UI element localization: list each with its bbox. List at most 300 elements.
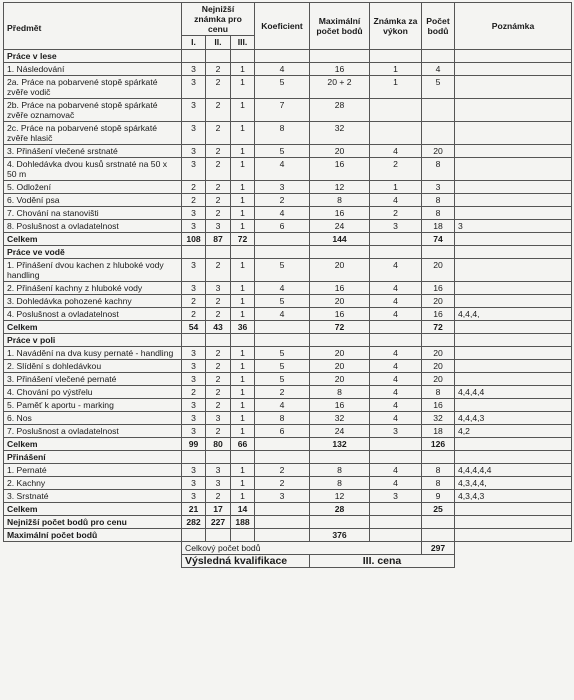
grade-3-cell: 1 bbox=[231, 194, 255, 207]
points-cell: 4 bbox=[422, 63, 455, 76]
total-points-label: Celkový počet bodů bbox=[182, 542, 422, 555]
grade-1-cell: 3 bbox=[182, 373, 206, 386]
grade-2-cell: 2 bbox=[206, 181, 231, 194]
grade-2-cell: 2 bbox=[206, 122, 231, 145]
row-label: 2a. Práce na pobarvené stopě spárkaté zvěře vodič bbox=[4, 76, 182, 99]
table-row bbox=[4, 490, 572, 503]
grade-1-cell: 54 bbox=[182, 321, 206, 334]
grade-1-cell: 3 bbox=[182, 464, 206, 477]
section-title: Práce v poli bbox=[4, 334, 182, 347]
points-cell bbox=[422, 122, 455, 145]
header-grade-3: III. bbox=[231, 36, 255, 50]
grade-3-cell: 1 bbox=[231, 207, 255, 220]
min-points-row bbox=[4, 516, 572, 529]
performance-grade-cell bbox=[370, 438, 422, 451]
empty-cell bbox=[370, 451, 422, 464]
coefficient-cell: 2 bbox=[255, 194, 310, 207]
max-points-cell: 144 bbox=[310, 233, 370, 246]
points-cell: 9 bbox=[422, 490, 455, 503]
grade-1-cell: 3 bbox=[182, 63, 206, 76]
note-cell bbox=[455, 76, 572, 99]
grade-1-cell: 3 bbox=[182, 76, 206, 99]
table-row bbox=[4, 207, 572, 220]
header-coefficient: Koeficient bbox=[255, 3, 310, 50]
performance-grade-cell: 3 bbox=[370, 425, 422, 438]
empty-cell bbox=[310, 516, 370, 529]
empty-cell bbox=[370, 516, 422, 529]
grade-1-cell: 3 bbox=[182, 220, 206, 233]
coefficient-cell bbox=[255, 438, 310, 451]
performance-grade-cell: 1 bbox=[370, 76, 422, 99]
grade-1-cell: 108 bbox=[182, 233, 206, 246]
blank-cell bbox=[455, 555, 572, 568]
performance-grade-cell: 4 bbox=[370, 360, 422, 373]
empty-cell bbox=[206, 246, 231, 259]
grade-3-cell: 1 bbox=[231, 386, 255, 399]
points-cell: 20 bbox=[422, 295, 455, 308]
coefficient-cell: 2 bbox=[255, 477, 310, 490]
result-row bbox=[4, 555, 572, 568]
points-cell: 74 bbox=[422, 233, 455, 246]
empty-cell bbox=[370, 246, 422, 259]
max-points-cell: 8 bbox=[310, 194, 370, 207]
points-cell: 8 bbox=[422, 386, 455, 399]
max-points-cell: 20 bbox=[310, 373, 370, 386]
grade-1-cell: 3 bbox=[182, 207, 206, 220]
grade-3-cell: 1 bbox=[231, 122, 255, 145]
performance-grade-cell: 1 bbox=[370, 63, 422, 76]
points-cell: 20 bbox=[422, 373, 455, 386]
performance-grade-cell: 4 bbox=[370, 477, 422, 490]
row-label: 2. Slídění s dohledávkou bbox=[4, 360, 182, 373]
min-points-g1: 282 bbox=[182, 516, 206, 529]
grade-1-cell: 21 bbox=[182, 503, 206, 516]
grade-2-cell: 2 bbox=[206, 347, 231, 360]
performance-grade-cell: 3 bbox=[370, 220, 422, 233]
header-grade-performance: Známka za výkon bbox=[370, 3, 422, 50]
max-points-cell: 8 bbox=[310, 464, 370, 477]
table-row bbox=[4, 425, 572, 438]
grade-1-cell: 3 bbox=[182, 477, 206, 490]
section-row bbox=[4, 451, 572, 464]
grade-2-cell: 3 bbox=[206, 282, 231, 295]
max-points-cell: 28 bbox=[310, 503, 370, 516]
table-row bbox=[4, 373, 572, 386]
table-row bbox=[4, 63, 572, 76]
grade-2-cell: 80 bbox=[206, 438, 231, 451]
note-cell: 4,2 bbox=[455, 425, 572, 438]
row-label: Celkem bbox=[4, 321, 182, 334]
grade-2-cell: 2 bbox=[206, 63, 231, 76]
grade-3-cell: 1 bbox=[231, 412, 255, 425]
row-label: 1. Přinášení dvou kachen z hluboké vody handling bbox=[4, 259, 182, 282]
total-row bbox=[4, 233, 572, 246]
max-points-cell: 132 bbox=[310, 438, 370, 451]
max-points-cell: 28 bbox=[310, 99, 370, 122]
row-label: 8. Poslušnost a ovladatelnost bbox=[4, 220, 182, 233]
table-row bbox=[4, 308, 572, 321]
grade-1-cell: 2 bbox=[182, 295, 206, 308]
max-points-cell: 12 bbox=[310, 181, 370, 194]
header-points: Počet bodů bbox=[422, 3, 455, 50]
max-points-cell: 20 bbox=[310, 295, 370, 308]
row-label: 1. Následování bbox=[4, 63, 182, 76]
points-cell: 72 bbox=[422, 321, 455, 334]
grade-1-cell: 3 bbox=[182, 282, 206, 295]
grade-2-cell: 87 bbox=[206, 233, 231, 246]
grade-3-cell: 1 bbox=[231, 490, 255, 503]
max-points-cell: 20 bbox=[310, 145, 370, 158]
blank-cell bbox=[4, 555, 182, 568]
max-points-cell: 16 bbox=[310, 63, 370, 76]
row-label: Celkem bbox=[4, 233, 182, 246]
grade-3-cell: 1 bbox=[231, 99, 255, 122]
grade-2-cell: 3 bbox=[206, 477, 231, 490]
grade-3-cell: 1 bbox=[231, 282, 255, 295]
total-row bbox=[4, 503, 572, 516]
performance-grade-cell: 4 bbox=[370, 464, 422, 477]
empty-cell bbox=[231, 50, 255, 63]
performance-grade-cell bbox=[370, 233, 422, 246]
empty-cell bbox=[310, 334, 370, 347]
coefficient-cell: 6 bbox=[255, 220, 310, 233]
row-label: 7. Poslušnost a ovladatelnost bbox=[4, 425, 182, 438]
coefficient-cell bbox=[255, 233, 310, 246]
row-label: 6. Nos bbox=[4, 412, 182, 425]
note-cell: 4,4,4, bbox=[455, 308, 572, 321]
grade-1-cell: 3 bbox=[182, 99, 206, 122]
points-cell: 8 bbox=[422, 194, 455, 207]
grade-2-cell: 3 bbox=[206, 220, 231, 233]
grade-2-cell: 2 bbox=[206, 259, 231, 282]
table-row bbox=[4, 282, 572, 295]
points-cell: 16 bbox=[422, 399, 455, 412]
table-row bbox=[4, 412, 572, 425]
note-cell bbox=[455, 282, 572, 295]
empty-cell bbox=[255, 334, 310, 347]
points-cell: 126 bbox=[422, 438, 455, 451]
points-cell bbox=[422, 99, 455, 122]
grade-3-cell: 72 bbox=[231, 233, 255, 246]
note-cell bbox=[455, 122, 572, 145]
grade-3-cell: 1 bbox=[231, 145, 255, 158]
points-cell: 3 bbox=[422, 181, 455, 194]
max-points-row bbox=[4, 529, 572, 542]
points-cell: 5 bbox=[422, 76, 455, 99]
empty-cell bbox=[182, 334, 206, 347]
coefficient-cell: 7 bbox=[255, 99, 310, 122]
performance-grade-cell: 4 bbox=[370, 373, 422, 386]
table-row bbox=[4, 347, 572, 360]
row-label: 4. Chování po výstřelu bbox=[4, 386, 182, 399]
total-points-row bbox=[4, 542, 572, 555]
performance-grade-cell: 4 bbox=[370, 282, 422, 295]
coefficient-cell bbox=[255, 503, 310, 516]
coefficient-cell: 4 bbox=[255, 399, 310, 412]
grade-1-cell: 3 bbox=[182, 347, 206, 360]
performance-grade-cell: 4 bbox=[370, 259, 422, 282]
empty-cell bbox=[255, 50, 310, 63]
grade-3-cell: 66 bbox=[231, 438, 255, 451]
empty-cell bbox=[455, 334, 572, 347]
grade-1-cell: 2 bbox=[182, 308, 206, 321]
grade-3-cell: 1 bbox=[231, 360, 255, 373]
grade-3-cell: 1 bbox=[231, 425, 255, 438]
grade-1-cell: 3 bbox=[182, 412, 206, 425]
empty-cell bbox=[255, 516, 310, 529]
coefficient-cell: 5 bbox=[255, 295, 310, 308]
performance-grade-cell: 4 bbox=[370, 308, 422, 321]
empty-cell bbox=[455, 516, 572, 529]
section-row bbox=[4, 50, 572, 63]
empty-cell bbox=[182, 529, 206, 542]
empty-cell bbox=[182, 451, 206, 464]
empty-cell bbox=[455, 246, 572, 259]
grade-2-cell: 2 bbox=[206, 308, 231, 321]
table-row bbox=[4, 220, 572, 233]
row-label: 7. Chování na stanovišti bbox=[4, 207, 182, 220]
grade-1-cell: 3 bbox=[182, 425, 206, 438]
empty-cell bbox=[182, 50, 206, 63]
row-label: 2. Přinášení kachny z hluboké vody bbox=[4, 282, 182, 295]
note-cell: 4,3,4,4, bbox=[455, 477, 572, 490]
note-cell bbox=[455, 181, 572, 194]
row-label: Celkem bbox=[4, 438, 182, 451]
note-cell bbox=[455, 360, 572, 373]
section-title: Práce ve vodě bbox=[4, 246, 182, 259]
coefficient-cell: 4 bbox=[255, 207, 310, 220]
points-cell: 20 bbox=[422, 347, 455, 360]
coefficient-cell: 5 bbox=[255, 145, 310, 158]
row-label: 4. Poslušnost a ovladatelnost bbox=[4, 308, 182, 321]
note-cell: 3 bbox=[455, 220, 572, 233]
table-row bbox=[4, 158, 572, 181]
max-points-cell: 12 bbox=[310, 490, 370, 503]
row-label: 2c. Práce na pobarvené stopě spárkaté zvěře hlasič bbox=[4, 122, 182, 145]
performance-grade-cell: 4 bbox=[370, 145, 422, 158]
empty-cell bbox=[310, 246, 370, 259]
max-points-cell: 16 bbox=[310, 158, 370, 181]
points-cell: 8 bbox=[422, 464, 455, 477]
max-points-cell: 20 bbox=[310, 259, 370, 282]
performance-grade-cell: 2 bbox=[370, 207, 422, 220]
note-cell: 4,4,4,4,4 bbox=[455, 464, 572, 477]
empty-cell bbox=[422, 246, 455, 259]
points-cell: 8 bbox=[422, 158, 455, 181]
max-points-cell: 16 bbox=[310, 207, 370, 220]
performance-grade-cell: 4 bbox=[370, 386, 422, 399]
empty-cell bbox=[455, 50, 572, 63]
max-points-cell: 24 bbox=[310, 220, 370, 233]
max-points-cell: 24 bbox=[310, 425, 370, 438]
table-row bbox=[4, 76, 572, 99]
grade-2-cell: 3 bbox=[206, 464, 231, 477]
grade-1-cell: 3 bbox=[182, 399, 206, 412]
empty-cell bbox=[422, 529, 455, 542]
grade-2-cell: 2 bbox=[206, 295, 231, 308]
empty-cell bbox=[231, 451, 255, 464]
max-points-value: 376 bbox=[310, 529, 370, 542]
row-label: 4. Dohledávka dvou kusů srstnaté na 50 x 50 m bbox=[4, 158, 182, 181]
min-points-label: Nejnižší počet bodů pro cenu bbox=[4, 516, 182, 529]
empty-cell bbox=[255, 529, 310, 542]
grade-2-cell: 2 bbox=[206, 386, 231, 399]
grade-3-cell: 1 bbox=[231, 464, 255, 477]
row-label: 5. Paměť k aportu - marking bbox=[4, 399, 182, 412]
min-points-g3: 188 bbox=[231, 516, 255, 529]
performance-grade-cell: 4 bbox=[370, 412, 422, 425]
max-points-cell: 16 bbox=[310, 282, 370, 295]
section-title: Práce v lese bbox=[4, 50, 182, 63]
empty-cell bbox=[206, 334, 231, 347]
points-cell: 8 bbox=[422, 477, 455, 490]
performance-grade-cell: 1 bbox=[370, 181, 422, 194]
note-cell bbox=[455, 99, 572, 122]
grade-2-cell: 17 bbox=[206, 503, 231, 516]
empty-cell bbox=[455, 451, 572, 464]
grade-2-cell: 2 bbox=[206, 490, 231, 503]
row-label: 2b. Práce na pobarvené stopě spárkaté zvěře oznamovač bbox=[4, 99, 182, 122]
max-points-cell: 20 bbox=[310, 360, 370, 373]
header-min-grade: Nejnižší známka pro cenu bbox=[182, 3, 255, 36]
performance-grade-cell bbox=[370, 122, 422, 145]
grade-2-cell: 2 bbox=[206, 360, 231, 373]
row-label: 2. Kachny bbox=[4, 477, 182, 490]
empty-cell bbox=[422, 334, 455, 347]
total-points-value: 297 bbox=[422, 542, 455, 555]
empty-cell bbox=[310, 451, 370, 464]
empty-cell bbox=[206, 451, 231, 464]
table-row bbox=[4, 295, 572, 308]
max-points-cell: 32 bbox=[310, 122, 370, 145]
note-cell bbox=[455, 194, 572, 207]
empty-cell bbox=[310, 50, 370, 63]
grade-1-cell: 2 bbox=[182, 194, 206, 207]
score-table bbox=[3, 2, 572, 568]
coefficient-cell: 4 bbox=[255, 282, 310, 295]
grade-2-cell: 43 bbox=[206, 321, 231, 334]
max-points-cell: 8 bbox=[310, 477, 370, 490]
max-points-cell: 72 bbox=[310, 321, 370, 334]
empty-cell bbox=[370, 529, 422, 542]
grade-2-cell: 2 bbox=[206, 373, 231, 386]
grade-2-cell: 2 bbox=[206, 76, 231, 99]
points-cell: 18 bbox=[422, 425, 455, 438]
note-cell bbox=[455, 63, 572, 76]
row-label: 3. Přinášení vlečené pernaté bbox=[4, 373, 182, 386]
grade-3-cell: 14 bbox=[231, 503, 255, 516]
note-cell bbox=[455, 347, 572, 360]
coefficient-cell: 4 bbox=[255, 158, 310, 181]
grade-3-cell: 1 bbox=[231, 347, 255, 360]
empty-cell bbox=[231, 334, 255, 347]
grade-3-cell: 1 bbox=[231, 308, 255, 321]
grade-2-cell: 2 bbox=[206, 99, 231, 122]
section-row bbox=[4, 246, 572, 259]
empty-cell bbox=[422, 516, 455, 529]
performance-grade-cell bbox=[370, 321, 422, 334]
max-points-cell: 20 + 2 bbox=[310, 76, 370, 99]
note-cell bbox=[455, 207, 572, 220]
grade-3-cell: 1 bbox=[231, 220, 255, 233]
coefficient-cell: 4 bbox=[255, 308, 310, 321]
performance-grade-cell: 4 bbox=[370, 347, 422, 360]
grade-2-cell: 2 bbox=[206, 145, 231, 158]
table-row bbox=[4, 99, 572, 122]
empty-cell bbox=[422, 50, 455, 63]
blank-cell bbox=[4, 542, 182, 555]
note-cell bbox=[455, 145, 572, 158]
header-row bbox=[4, 3, 572, 36]
grade-3-cell: 1 bbox=[231, 295, 255, 308]
coefficient-cell: 5 bbox=[255, 373, 310, 386]
table-row bbox=[4, 360, 572, 373]
empty-cell bbox=[206, 529, 231, 542]
grade-2-cell: 2 bbox=[206, 207, 231, 220]
row-label: 1. Navádění na dva kusy pernaté - handling bbox=[4, 347, 182, 360]
performance-grade-cell bbox=[370, 99, 422, 122]
grade-3-cell: 1 bbox=[231, 158, 255, 181]
max-points-cell: 16 bbox=[310, 399, 370, 412]
grade-2-cell: 2 bbox=[206, 425, 231, 438]
empty-cell bbox=[370, 334, 422, 347]
grade-1-cell: 3 bbox=[182, 490, 206, 503]
note-cell bbox=[455, 158, 572, 181]
grade-1-cell: 3 bbox=[182, 145, 206, 158]
result-label: Výsledná kvalifikace bbox=[182, 555, 310, 568]
points-cell: 20 bbox=[422, 145, 455, 158]
points-cell: 18 bbox=[422, 220, 455, 233]
coefficient-cell: 5 bbox=[255, 347, 310, 360]
coefficient-cell: 5 bbox=[255, 259, 310, 282]
performance-grade-cell: 2 bbox=[370, 158, 422, 181]
grade-3-cell: 36 bbox=[231, 321, 255, 334]
empty-cell bbox=[370, 50, 422, 63]
empty-cell bbox=[231, 529, 255, 542]
note-cell: 4,3,4,3 bbox=[455, 490, 572, 503]
table-row bbox=[4, 145, 572, 158]
row-label: Celkem bbox=[4, 503, 182, 516]
table-row bbox=[4, 259, 572, 282]
empty-cell bbox=[182, 246, 206, 259]
grade-2-cell: 2 bbox=[206, 194, 231, 207]
grade-1-cell: 2 bbox=[182, 181, 206, 194]
grade-1-cell: 3 bbox=[182, 122, 206, 145]
section-title: Přinášení bbox=[4, 451, 182, 464]
table-row bbox=[4, 386, 572, 399]
empty-cell bbox=[255, 451, 310, 464]
row-label: 3. Dohledávka pohozené kachny bbox=[4, 295, 182, 308]
min-points-g2: 227 bbox=[206, 516, 231, 529]
coefficient-cell: 2 bbox=[255, 464, 310, 477]
table-row bbox=[4, 122, 572, 145]
row-label: 3. Srstnaté bbox=[4, 490, 182, 503]
header-predmet: Předmět bbox=[4, 3, 182, 50]
note-cell bbox=[455, 295, 572, 308]
note-cell: 4,4,4,4 bbox=[455, 386, 572, 399]
table-row bbox=[4, 464, 572, 477]
blank-cell bbox=[455, 542, 572, 555]
grade-3-cell: 1 bbox=[231, 259, 255, 282]
points-cell: 16 bbox=[422, 282, 455, 295]
grade-1-cell: 2 bbox=[182, 386, 206, 399]
grade-3-cell: 1 bbox=[231, 399, 255, 412]
max-points-cell: 8 bbox=[310, 386, 370, 399]
empty-cell bbox=[206, 50, 231, 63]
grade-3-cell: 1 bbox=[231, 477, 255, 490]
note-cell bbox=[455, 503, 572, 516]
points-cell: 16 bbox=[422, 308, 455, 321]
